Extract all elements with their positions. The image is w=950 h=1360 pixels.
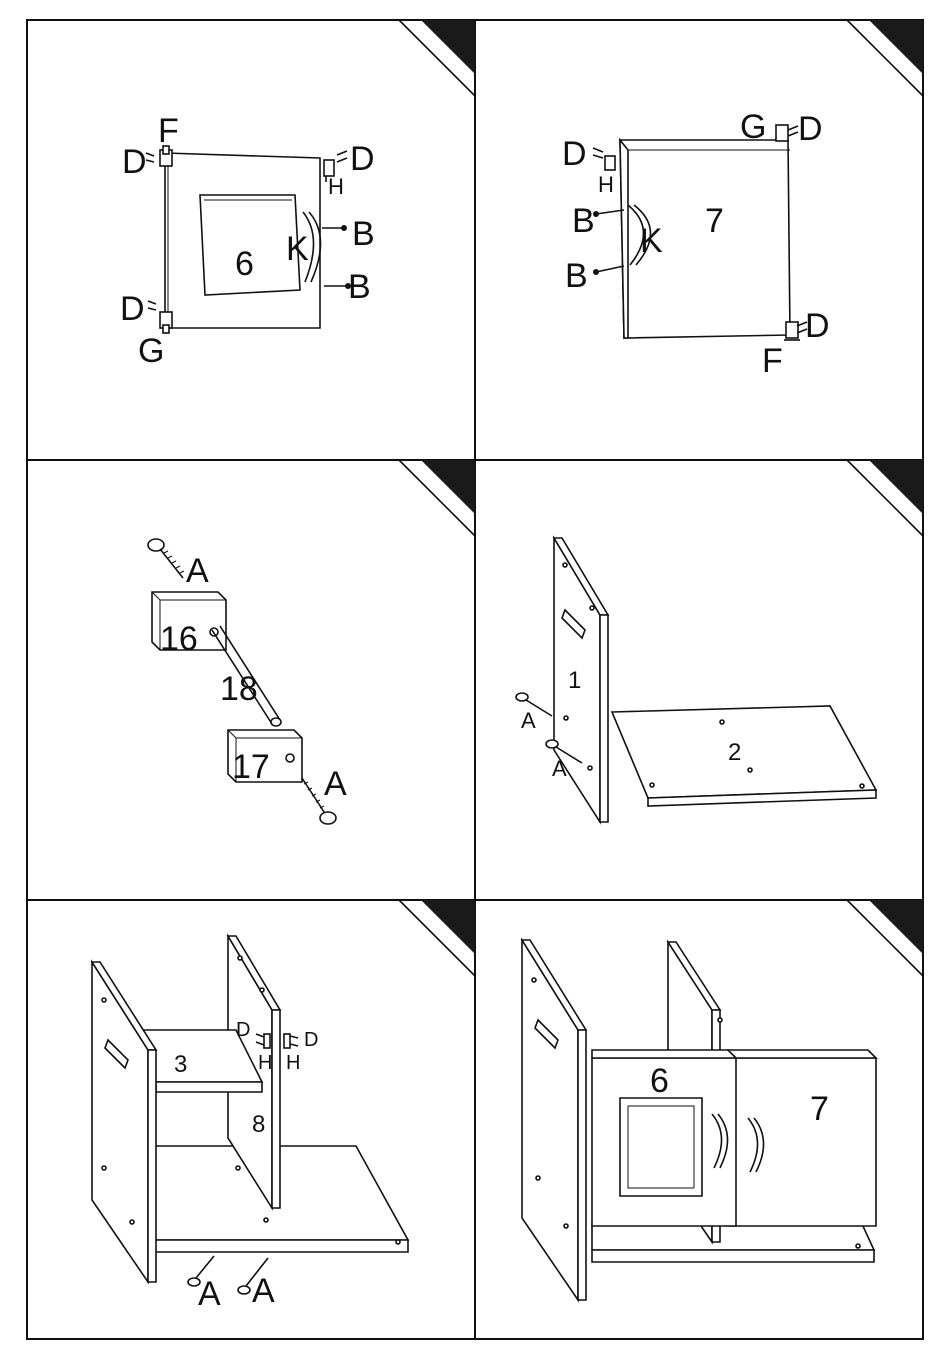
hinge-plate-bottom-left <box>160 312 172 333</box>
part-number: 3 <box>174 1051 188 1078</box>
part-number: 7 <box>810 1090 829 1128</box>
corner-marker-step-3 <box>399 460 475 536</box>
hardware-label-d: D <box>122 143 147 181</box>
screw-a-top <box>148 539 184 578</box>
hardware-label-d: D <box>236 1019 251 1041</box>
hardware-label-d: D <box>120 290 145 328</box>
step-2-panel <box>562 108 830 380</box>
part-number: 18 <box>220 670 258 708</box>
hardware-label-g: G <box>138 332 165 370</box>
hinge-plate-bottom-right <box>784 322 800 340</box>
hardware-label-a: A <box>552 756 567 781</box>
hardware-label-h: H <box>258 1052 273 1074</box>
door-7-closed <box>728 1050 876 1226</box>
hardware-label-h: H <box>286 1052 301 1074</box>
hardware-label-f: F <box>158 112 179 150</box>
step-4-panel <box>516 538 876 822</box>
corner-marker-step-6 <box>847 900 923 976</box>
hardware-label-g: G <box>740 108 767 146</box>
part-number: 16 <box>160 620 198 658</box>
side-panel-left <box>522 940 586 1300</box>
hardware-label-k: K <box>640 222 663 260</box>
part-number: 6 <box>235 245 254 283</box>
hardware-label-h: H <box>328 174 344 199</box>
hardware-label-b: B <box>565 257 588 295</box>
hardware-label-d: D <box>798 110 823 148</box>
side-panel-left <box>92 962 156 1282</box>
bottom-board <box>592 1224 874 1262</box>
corner-marker-step-2 <box>847 20 923 96</box>
step-6-panel <box>522 940 876 1300</box>
hinge-h-left <box>605 156 615 170</box>
hardware-label-a: A <box>186 552 209 590</box>
part-number: 17 <box>232 748 270 786</box>
part-number: 6 <box>650 1062 669 1100</box>
step-1-panel <box>120 112 375 370</box>
hardware-label-d: D <box>805 307 830 345</box>
hardware-label-d: D <box>304 1029 319 1051</box>
corner-marker-step-1 <box>399 20 475 96</box>
bottom-panel-2 <box>612 706 876 806</box>
part-number: 2 <box>728 739 742 766</box>
hardware-label-b: B <box>348 268 371 306</box>
hardware-label-f: F <box>762 342 783 380</box>
hardware-label-b: B <box>572 202 595 240</box>
hardware-label-d: D <box>562 135 587 173</box>
corner-marker-step-5 <box>399 900 475 976</box>
hardware-label-h: H <box>598 172 614 197</box>
screw-b-group <box>593 210 624 275</box>
hardware-label-d: D <box>350 140 375 178</box>
hardware-label-a: A <box>521 708 536 733</box>
corner-marker-step-4 <box>847 460 923 536</box>
part-number: 7 <box>705 202 724 240</box>
hardware-label-a: A <box>198 1275 221 1313</box>
step-3-panel <box>148 539 347 824</box>
step-5-panel <box>92 936 408 1313</box>
screw-b-group <box>322 225 351 289</box>
hardware-label-k: K <box>286 230 309 268</box>
hardware-label-a: A <box>324 765 347 803</box>
part-number: 8 <box>252 1111 266 1138</box>
hardware-label-b: B <box>352 215 375 253</box>
part-number: 1 <box>568 667 582 694</box>
hinge-plate-top-right <box>776 125 788 141</box>
hardware-label-a: A <box>252 1272 275 1310</box>
